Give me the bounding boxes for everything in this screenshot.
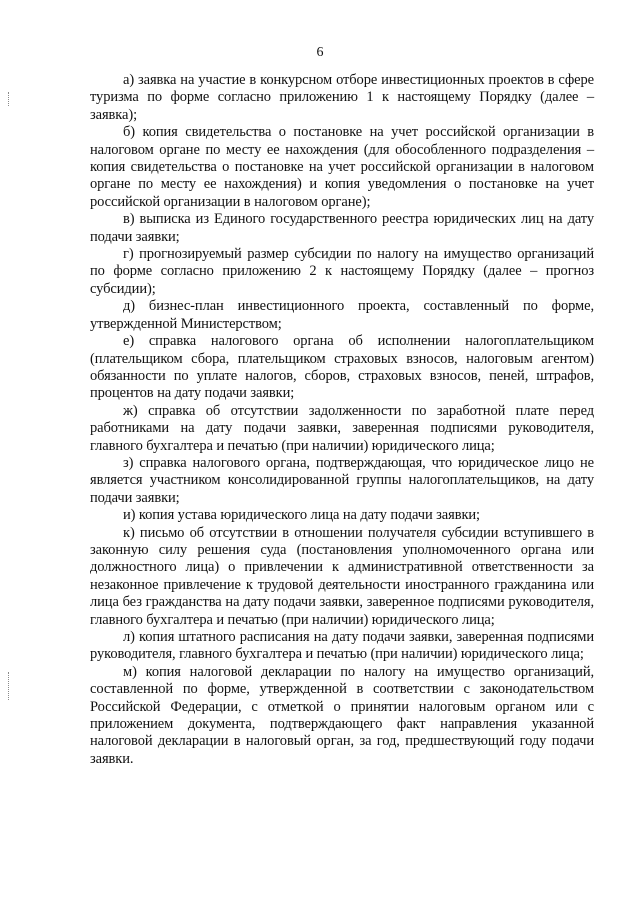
- list-item-z: з) справка налогового органа, подтверждающая, что юридическое лицо не является участником консолидированной группы налогоплательщиков, на дату подачи заявки;: [90, 454, 594, 506]
- list-item-v: в) выписка из Единого государственного реестра юридических лиц на дату подачи заявки;: [90, 211, 594, 245]
- list-item-b: б) копия свидетельства о постановке на учет российской организации в налоговом органе по месту ее нахождения (для обособленного подразделения – копия свидетельства о постановке на учет российской организации в налоговом органе по месту ее нахождения) и копия уведомления о постановке на учет российской организации в налоговом органе);: [90, 124, 594, 210]
- margin-scan-mark: [8, 92, 9, 106]
- list-item-m: м) копия налоговой декларации по налогу на имущество организаций, составленной по форме, утвержденной в соответствии с законодательством Российской Федерации, с отметкой о принятии налоговым органом или с приложением документа, подтверждающего факт направления указанной налоговой декларации в налоговый орган, за год, предшествующий году подачи заявки.: [90, 663, 594, 767]
- list-item-g: г) прогнозируемый размер субсидии по налогу на имущество организаций по форме согласно приложению 2 к настоящему Порядку (далее – прогноз субсидии);: [90, 246, 594, 297]
- list-item-e: е) справка налогового органа об исполнении налогоплательщиком (плательщиком сбора, плательщиком страховых взносов, налоговым агентом) обязанности по уплате налогов, сборов, страховых взносов, пеней, штрафов, процентов на дату подачи заявки;: [90, 333, 594, 402]
- list-item-a: а) заявка на участие в конкурсном отборе инвестиционных проектов в сфере туризма по форме согласно приложению 1 к настоящему Порядку (далее – заявка);: [90, 72, 594, 123]
- list-item-l: л) копия штатного расписания на дату подачи заявки, заверенная подписями руководителя, главного бухгалтера и печатью (при наличии) юридического лица;: [90, 629, 594, 663]
- page-number: 6: [316, 45, 324, 60]
- list-item-zh: ж) справка об отсутствии задолженности по заработной плате перед работниками на дату подачи заявки, заверенная подписями руководителя, главного бухгалтера и печатью (при наличии) юридического лица;: [90, 402, 594, 454]
- document-body: [90, 72, 594, 768]
- margin-scan-mark: [8, 672, 9, 700]
- list-item-k: к) письмо об отсутствии в отношении получателя субсидии вступившего в законную силу решения суда (постановления уполномоченного органа или должностного лица) о привлечении к административной ответственности за незаконное привлечение к трудовой деятельности иностранного гражданина или лица без гражданства на дату подачи заявки, заверенное подписями руководителя, главного бухгалтера и печатью (при наличии) юридического лица;: [90, 524, 594, 628]
- list-item-i: и) копия устава юридического лица на дату подачи заявки;: [123, 507, 480, 524]
- list-item-d: д) бизнес-план инвестиционного проекта, составленный по форме, утвержденной Министерством;: [90, 298, 594, 332]
